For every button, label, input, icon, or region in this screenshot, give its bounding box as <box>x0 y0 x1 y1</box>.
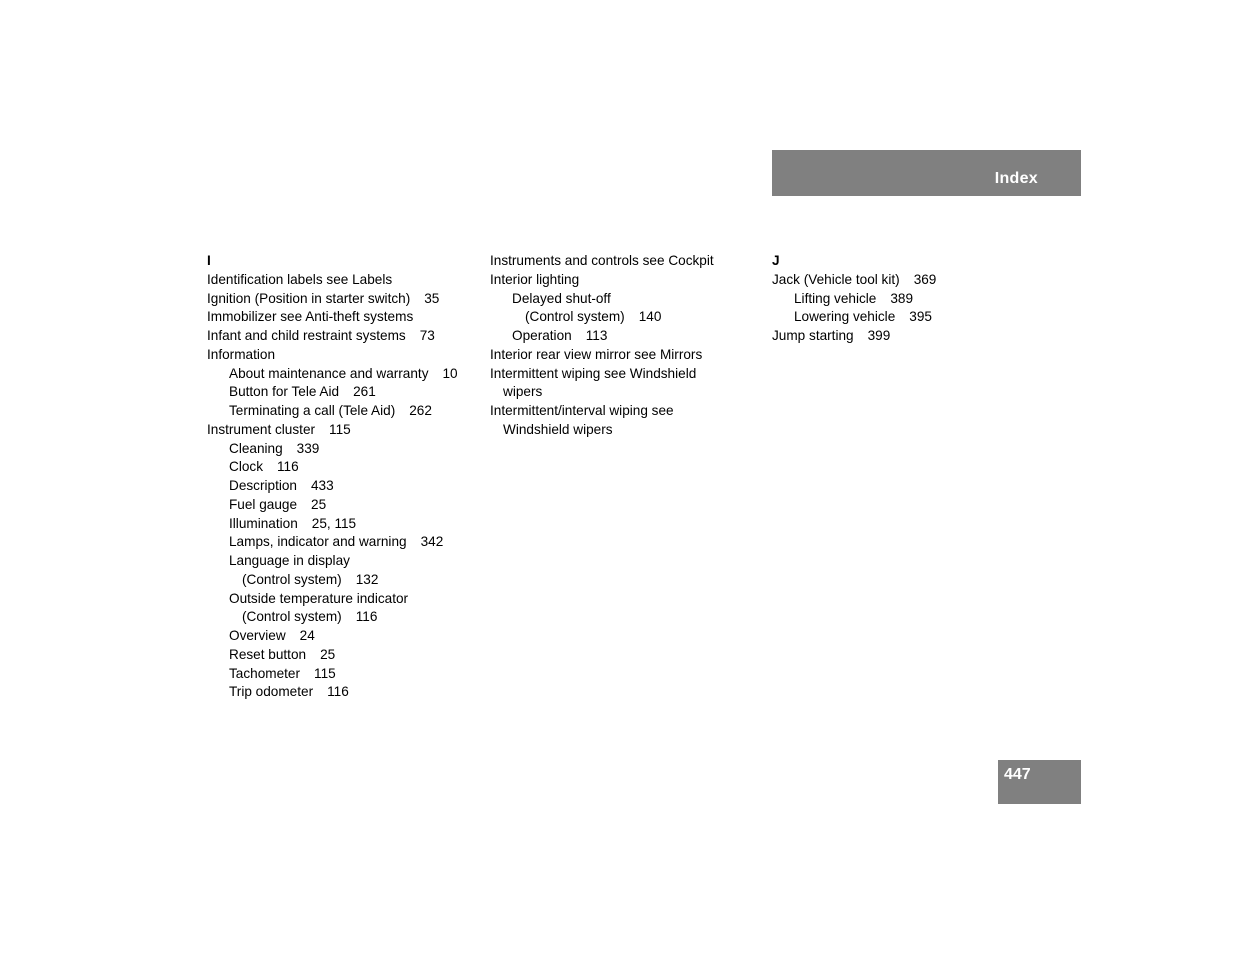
index-entry <box>772 308 1047 327</box>
index-entry-page: 433 <box>311 478 334 493</box>
index-entry-text: Jump starting <box>772 328 854 343</box>
index-entry <box>207 365 482 384</box>
index-entry-text: Immobilizer see Anti-theft systems <box>207 309 414 325</box>
index-entry <box>207 383 482 402</box>
index-entry <box>207 440 482 459</box>
index-entry-text: Identification labels see Labels <box>207 271 393 287</box>
index-letter-heading: J <box>772 253 780 268</box>
index-entry-text: Delayed shut-off <box>512 290 611 306</box>
index-entry <box>207 665 482 684</box>
index-entry-text: Operation <box>512 328 572 343</box>
index-entry-page: 342 <box>420 534 444 550</box>
index-entry-text: Windshield wipers <box>503 421 613 437</box>
index-entry <box>207 683 482 702</box>
index-entry <box>207 515 482 534</box>
index-entry-text: Instruments and controls see Cockpit <box>490 253 714 268</box>
index-entry-text: (Control system) <box>242 609 342 625</box>
index-entry-page: 10 <box>442 365 458 381</box>
index-entry <box>207 477 482 496</box>
index-entry-page: 395 <box>909 309 932 325</box>
index-entry-page: 262 <box>409 403 432 418</box>
index-entry-text: Terminating a call (Tele Aid) <box>229 403 396 418</box>
index-entry <box>490 327 765 346</box>
index-entry-text: Interior lighting <box>490 271 580 287</box>
page-number-box <box>998 760 1081 804</box>
index-entry-text: Ignition (Position in starter switch) <box>207 290 411 306</box>
index-entry-page: 389 <box>890 290 914 306</box>
index-entry-text: Lamps, indicator and warning <box>229 534 407 550</box>
index-entry <box>207 346 482 365</box>
index-entry-text: Jack (Vehicle tool kit) <box>772 271 900 287</box>
index-entry <box>490 252 765 271</box>
index-entry-text: Trip odometer <box>229 684 314 700</box>
index-entry <box>207 496 482 515</box>
page-number: 447 <box>1004 766 1031 783</box>
index-entry-page: 132 <box>355 571 379 587</box>
index-entry-text: Illumination <box>229 515 298 531</box>
index-letter-heading: I <box>207 253 211 268</box>
index-entry <box>772 271 1047 290</box>
index-entry <box>490 365 765 384</box>
index-entry <box>207 327 482 346</box>
index-entry <box>772 290 1047 309</box>
index-entry-text: Outside temperature indicator <box>229 590 409 606</box>
index-entry-text: Language in display <box>229 553 350 568</box>
index-column-1 <box>207 252 482 702</box>
index-entry-page: 339 <box>296 440 320 456</box>
index-header-tab <box>772 150 1081 196</box>
index-entry-text: Fuel gauge <box>229 496 298 512</box>
index-entry-text: About maintenance and warranty <box>229 365 429 381</box>
index-entry-page: 399 <box>867 328 891 343</box>
index-entry-text: Cleaning <box>229 440 283 456</box>
index-entry-text: Instrument cluster <box>207 421 316 437</box>
index-entry <box>207 646 482 665</box>
index-entry <box>490 383 765 402</box>
index-entry <box>207 571 482 590</box>
index-entry-text: Information <box>207 346 276 362</box>
index-entry-page: 116 <box>277 459 299 475</box>
index-entry-page: 25 <box>320 646 336 662</box>
index-entry-text: Reset button <box>229 646 307 662</box>
index-entry <box>207 608 482 627</box>
index-column-3 <box>772 252 1047 346</box>
index-entry-page: 261 <box>353 384 376 400</box>
index-entry-page: 25 <box>311 496 327 512</box>
index-entry <box>490 421 765 440</box>
index-entry <box>207 402 482 421</box>
page-title: Index <box>994 170 1038 187</box>
index-entry-text: Interior rear view mirror see Mirrors <box>490 346 703 362</box>
index-entry <box>207 552 482 571</box>
index-entry <box>490 346 765 365</box>
index-column-2 <box>490 252 765 440</box>
index-entry-text: (Control system) <box>242 571 342 587</box>
index-entry <box>207 458 482 477</box>
index-entry <box>207 271 482 290</box>
index-entry-text: (Control system) <box>525 309 625 325</box>
index-entry <box>207 290 482 309</box>
index-entry-text: Intermittent/interval wiping see <box>490 403 674 418</box>
index-entry-page: 113 <box>585 328 608 343</box>
index-entry-text: wipers <box>503 384 543 400</box>
index-entry-page: 369 <box>913 271 937 287</box>
index-entry <box>490 271 765 290</box>
index-entry <box>207 308 482 327</box>
index-entry <box>207 627 482 646</box>
index-entry <box>207 533 482 552</box>
index-entry-text: Lifting vehicle <box>794 290 877 306</box>
index-entry-text: Tachometer <box>229 665 301 681</box>
index-entry-page: 140 <box>638 309 662 325</box>
index-entry-page: 116 <box>327 684 349 700</box>
index-entry-page: 116 <box>355 609 378 625</box>
index-entry <box>490 290 765 309</box>
index-entry-text: Overview <box>229 628 286 643</box>
index-entry-page: 35 <box>424 290 440 306</box>
index-entry-text: Clock <box>229 459 263 475</box>
index-entry-text: Intermittent wiping see Windshield <box>490 365 697 381</box>
index-entry <box>490 402 765 421</box>
index-entry-page: 24 <box>299 628 315 643</box>
index-entry-text: Lowering vehicle <box>794 309 896 325</box>
index-entry-page: 115 <box>329 421 351 437</box>
index-entry <box>207 590 482 609</box>
index-entry-page: 115 <box>314 665 336 681</box>
index-entry <box>490 308 765 327</box>
index-entry-text: Button for Tele Aid <box>229 384 340 400</box>
index-entry-page: 73 <box>419 328 435 343</box>
index-entry <box>207 421 482 440</box>
index-entry-page: 25, 115 <box>311 515 357 531</box>
index-entry <box>772 327 1047 346</box>
index-entry-text: Description <box>229 478 297 493</box>
index-entry-text: Infant and child restraint systems <box>207 328 406 343</box>
